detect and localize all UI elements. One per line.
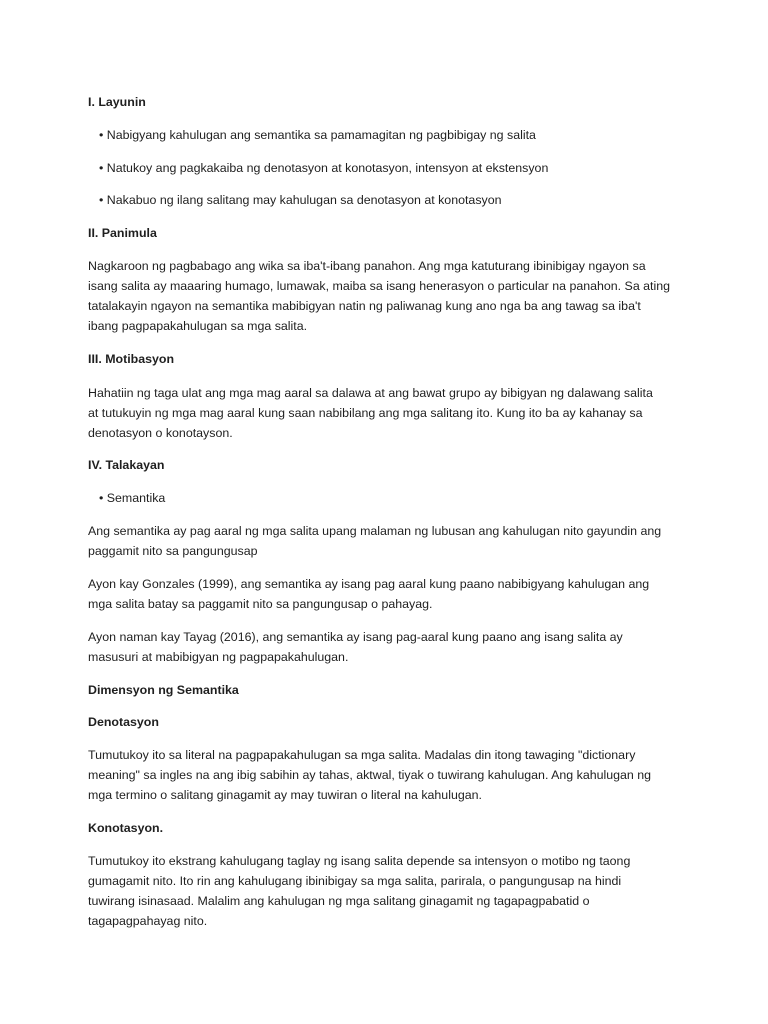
layunin-heading: I. Layunin — [88, 95, 146, 109]
panimula-heading: II. Panimula — [88, 226, 157, 240]
denotasyon-heading: Denotasyon — [88, 715, 159, 729]
layunin-bullet-3: • Nakabuo ng ilang salitang may kahulugan sa denotasyon at konotasyon — [99, 193, 502, 207]
layunin-bullet-2: • Natukoy ang pagkakaiba ng denotasyon at konotasyon, intensyon at ekstensyon — [99, 161, 549, 175]
denotasyon-line-1: Tumutukoy ito sa literal na pagpapakahulugan sa mga salita. Madalas din itong tawaging "dictionary — [88, 748, 636, 762]
denotasyon-line-3: mga termino o salitang ginagamit ay may tuwiran o literal na kahulugan. — [88, 788, 482, 802]
denotasyon-line-2: meaning" sa ingles na ang ibig sabihin ay tahas, aktwal, tiyak o tuwirang kahulugan. Ang kahulugan ng — [88, 768, 652, 782]
panimula-line-4: ibang pagpapakahulugan sa mga salita. — [88, 319, 308, 333]
motibasyon-heading: III. Motibasyon — [88, 352, 175, 366]
semantika-p1-line-2: paggamit nito sa pangungusap — [88, 544, 258, 558]
semantika-p2-line-2: mga salita batay sa paggamit nito sa pangungusap o pahayag. — [88, 597, 433, 611]
talakayan-heading: IV. Talakayan — [88, 458, 165, 472]
dimensyon-heading: Dimensyon ng Semantika — [88, 683, 239, 697]
semantika-p3-line-2: masusuri at mabibigyan ng pagpapakahulugan. — [88, 650, 349, 664]
panimula-line-1: Nagkaroon ng pagbabago ang wika sa iba't-ibang panahon. Ang mga katuturang ibinibigay ngayon sa — [88, 259, 646, 273]
konotasyon-line-3: tuwirang isinasaad. Malalim ang kahulugan ng mga salitang ginagamit ng tagapagpabatid o — [88, 894, 590, 908]
semantika-p1-line-1: Ang semantika ay pag aaral ng mga salita upang malaman ng lubusan ang kahulugan nito gayundin ang — [88, 524, 662, 538]
konotasyon-line-2: gumagamit nito. Ito rin ang kahulugang ibinibigay sa mga salita, parirala, o pangungusap na hindi — [88, 874, 622, 888]
panimula-line-2: isang salita ay maaaring humago, lumawak, maiba sa isang henerasyon o particular na panahon. Sa ating — [88, 279, 671, 293]
motibasyon-line-3: denotasyon o konotayson. — [88, 426, 233, 440]
layunin-bullet-1: • Nabigyang kahulugan ang semantika sa pamamagitan ng pagbibigay ng salita — [99, 128, 536, 142]
motibasyon-line-2: at tutukuyin ng mga mag aaral kung saan nabibilang ang mga salitang ito. Kung ito ba ay kahanay sa — [88, 406, 643, 420]
motibasyon-line-1: Hahatiin ng taga ulat ang mga mag aaral sa dalawa at ang bawat grupo ay bibigyan ng dalawang salita — [88, 386, 653, 400]
semantika-p2-line-1: Ayon kay Gonzales (1999), ang semantika ay isang pag aaral kung paano nabibigyang kahulugan ang — [88, 577, 650, 591]
konotasyon-line-4: tagapagpahayag nito. — [88, 914, 208, 928]
konotasyon-line-1: Tumutukoy ito ekstrang kahulugang taglay ng isang salita depende sa intensyon o motibo ng taong — [88, 854, 631, 868]
semantika-p3-line-1: Ayon naman kay Tayag (2016), ang semantika ay isang pag-aaral kung paano ang isang salita ay — [88, 630, 623, 644]
konotasyon-heading: Konotasyon. — [88, 821, 164, 835]
panimula-line-3: tatalakayin ngayon na semantika mabibigyan natin ng paliwanag kung ano nga ba ang tawag sa iba't — [88, 299, 641, 313]
talakayan-bullet-semantika: • Semantika — [99, 491, 166, 505]
